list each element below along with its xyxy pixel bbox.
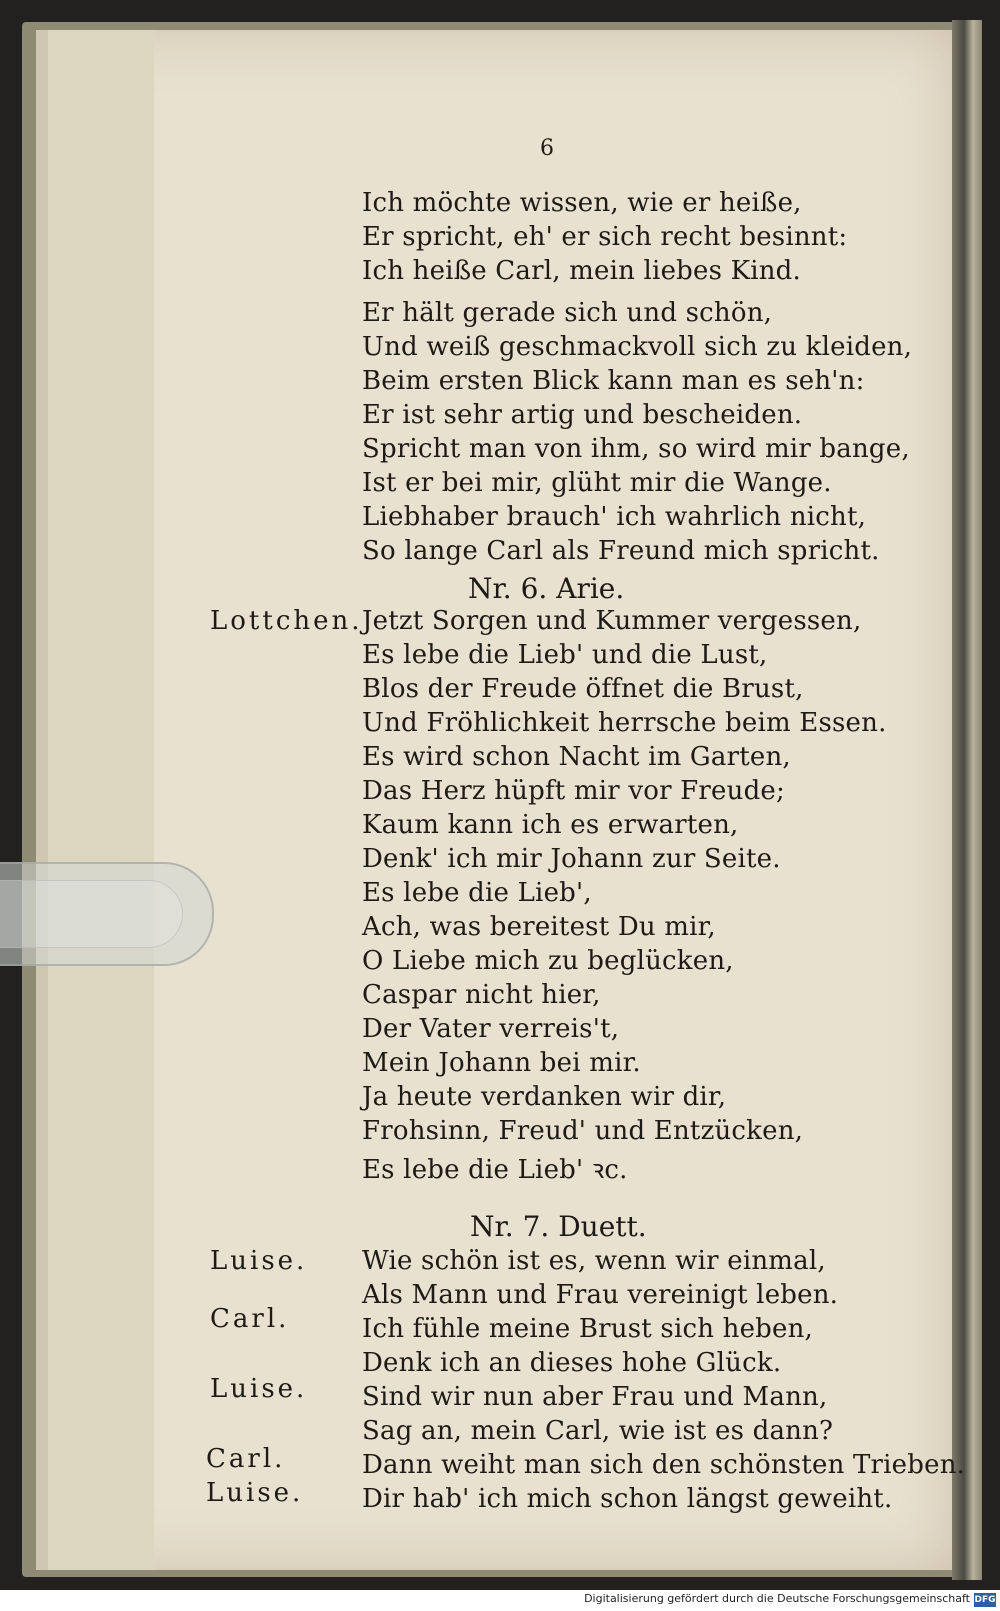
speaker-luise: Luise. [210, 1374, 308, 1404]
verse-line: Wie schön ist es, wenn wir einmal, [362, 1246, 826, 1276]
verse-line: Frohsinn, Freud' und Entzücken, [362, 1116, 804, 1146]
speaker-luise: Luise. [206, 1478, 304, 1508]
verse-line: Er hält gerade sich und schön, [362, 298, 773, 328]
verse-line: Er ist sehr artig und bescheiden. [362, 400, 803, 430]
verse-line: Ist er bei mir, glüht mir die Wange. [362, 468, 832, 498]
verse-line: Und weiß geschmackvoll sich zu kleiden, [362, 332, 913, 362]
book-gutter [952, 20, 982, 1580]
verse-line: Und Fröhlichkeit herrsche beim Essen. [362, 708, 887, 738]
verse-line: Sag an, mein Carl, wie ist es dann? [362, 1416, 834, 1446]
speaker-luise: Luise. [210, 1246, 308, 1276]
verse-line: Sind wir nun aber Frau und Mann, [362, 1382, 828, 1412]
verse-line: O Liebe mich zu beglücken, [362, 946, 734, 976]
verse-line: Er spricht, eh' er sich recht besinnt: [362, 222, 848, 252]
verse-line: Ich fühle meine Brust sich heben, [362, 1314, 814, 1344]
verse-line: Denk ich an dieses hohe Glück. [362, 1348, 782, 1378]
verse-line: Es lebe die Lieb' und die Lust, [362, 640, 768, 670]
section-heading-aria: Nr. 6. Arie. [468, 572, 625, 605]
verse-line: Als Mann und Frau vereinigt leben. [362, 1280, 839, 1310]
verse-line: Kaum kann ich es erwarten, [362, 810, 739, 840]
verse-line: Beim ersten Blick kann man es seh'n: [362, 366, 865, 396]
footer-bar [0, 1590, 1000, 1611]
section-heading-duet: Nr. 7. Duett. [470, 1210, 647, 1243]
verse-line: Das Herz hüpft mir vor Freude; [362, 776, 785, 806]
speaker-carl: Carl. [210, 1304, 290, 1334]
verse-line: Dann weiht man sich den schönsten Trieben. [362, 1450, 966, 1480]
verse-line: Der Vater verreis't, [362, 1014, 620, 1044]
page-number: 6 [540, 136, 554, 161]
verse-line: Jetzt Sorgen und Kummer vergessen, [362, 606, 862, 636]
verse-line: Es wird schon Nacht im Garten, [362, 742, 791, 772]
page-inner-margin [46, 30, 154, 1570]
page-clip-inner [0, 880, 183, 948]
page-clip [0, 862, 214, 966]
verse-line: Caspar nicht hier, [362, 980, 601, 1010]
dfg-logo: DFG [974, 1595, 996, 1605]
verse-line: Blos der Freude öffnet die Brust, [362, 674, 804, 704]
verse-line: Liebhaber brauch' ich wahrlich nicht, [362, 502, 867, 532]
verse-line: Es lebe die Lieb', [362, 878, 592, 908]
verse-line: So lange Carl als Freund mich spricht. [362, 536, 880, 566]
verse-line: Ach, was bereitest Du mir, [362, 912, 716, 942]
verse-line: Es lebe die Lieb' ꝛc. [362, 1155, 628, 1185]
page-edge [36, 30, 48, 1570]
verse-line: Mein Johann bei mir. [362, 1048, 641, 1078]
verse-line: Ja heute verdanken wir dir, [362, 1082, 727, 1112]
verse-line: Spricht man von ihm, so wird mir bange, [362, 434, 910, 464]
verse-line: Dir hab' ich mich schon längst geweiht. [362, 1484, 893, 1514]
footer-credit: Digitalisierung gefördert durch die Deutsche Forschungsgemeinschaft [584, 1592, 970, 1605]
speaker-carl: Carl. [206, 1444, 286, 1474]
verse-line: Ich heiße Carl, mein liebes Kind. [362, 256, 801, 286]
verse-line: Ich möchte wissen, wie er heiße, [362, 188, 802, 218]
speaker-lottchen: Lottchen. [210, 606, 363, 636]
verse-line: Denk' ich mir Johann zur Seite. [362, 844, 781, 874]
